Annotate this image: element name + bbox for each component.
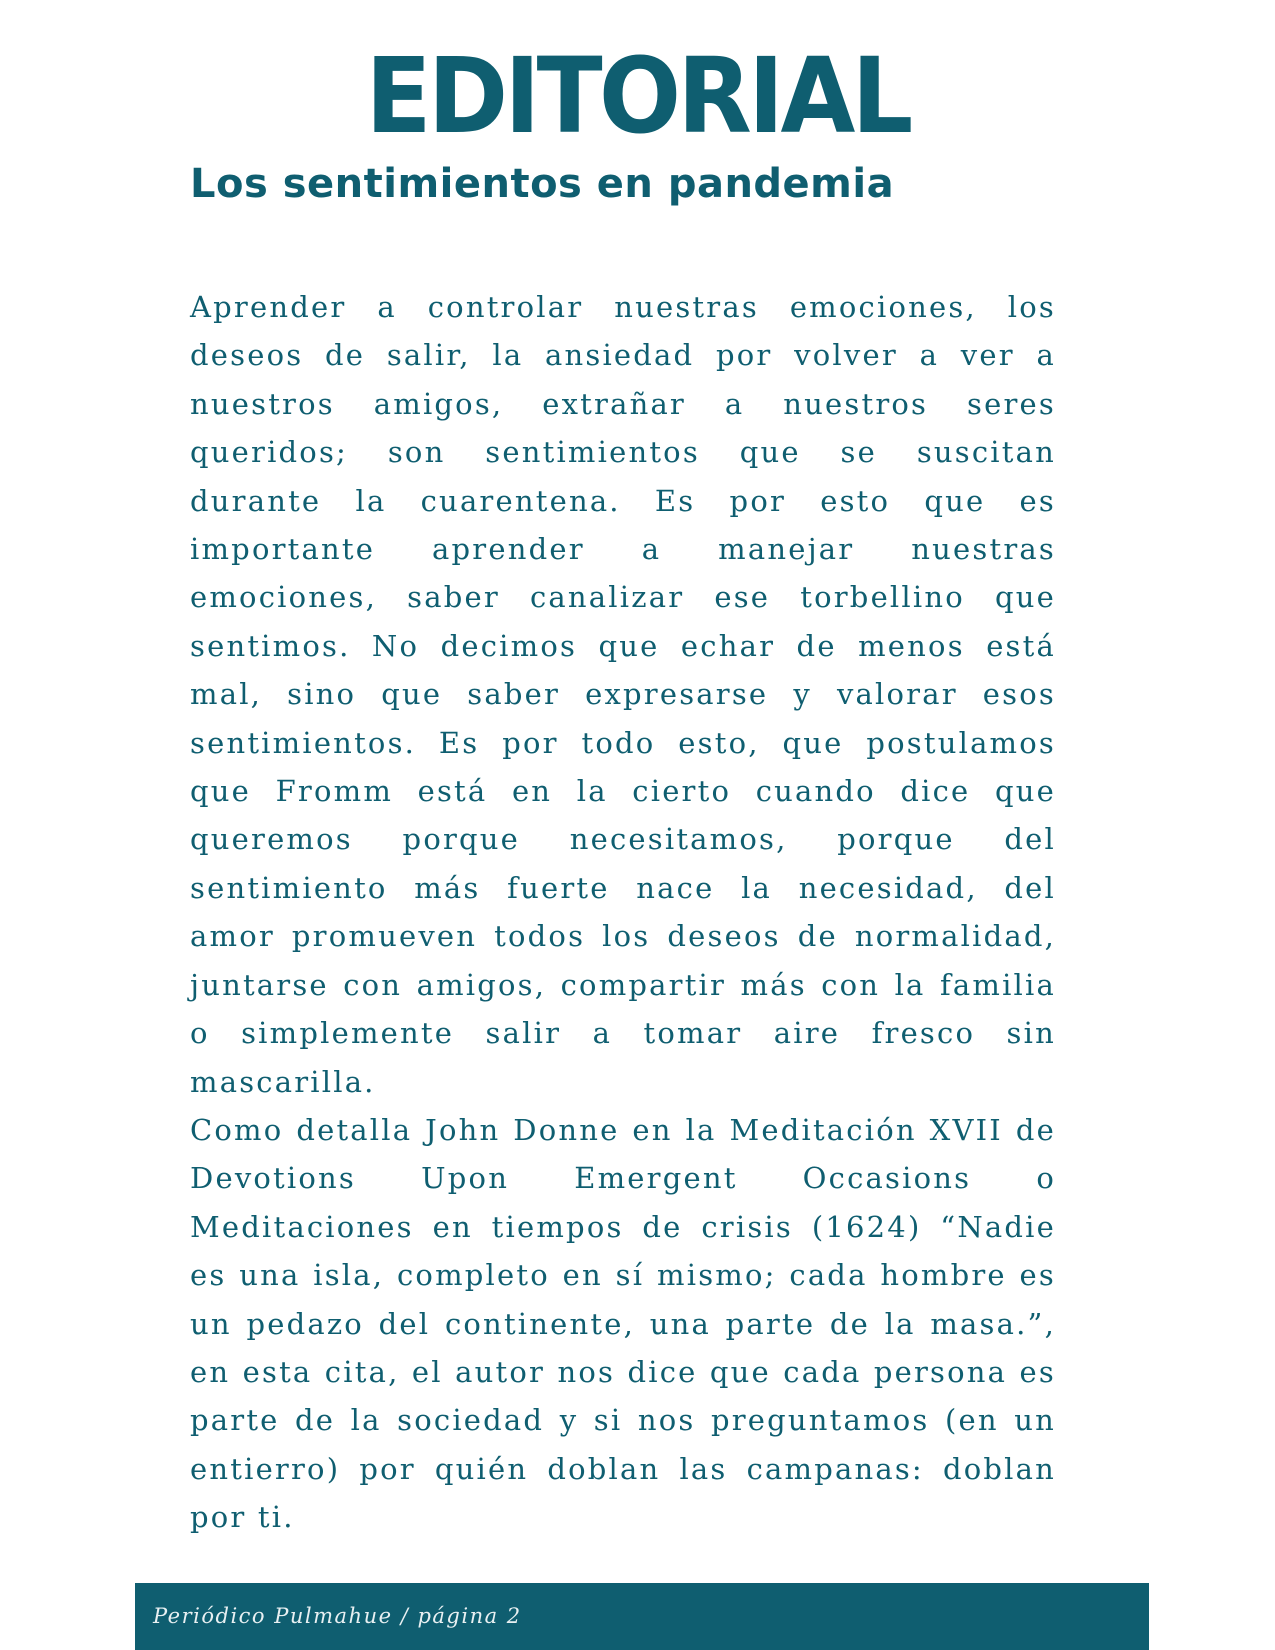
section-title: EDITORIAL [365,35,910,157]
article-headline: Los sentimientos en pandemia [190,161,895,207]
footer-page-label: Periódico Pulmahue / página 2 [153,1604,522,1628]
footer-bar [135,1583,1149,1650]
article-paragraph: Como detalla John Donne en la Meditación XVII de Devotions Upon Emergent Occasions o Meditaciones en tiempos de crisis (1624) “Nadie es una isla, completo en sí mismo; cada hombre es un pedazo del continente, una parte de la masa.”, en esta cita, el autor nos dice que cada persona es parte de la sociedad y si nos preguntamos (en un entierro) por quién doblan las campanas: doblan por ti. [190,1112,1056,1535]
article-paragraph: Aprender a controlar nuestras emociones, los deseos de salir, la ansiedad por volver a ver a nuestros amigos, extrañar a nuestros seres queridos; son sentimientos que se suscitan durante la cuarentena. Es por esto que es importante aprender a manejar nuestras emociones, saber canalizar ese torbellino que sentimos. No decimos que echar de menos está mal, sino que saber expresarse y valorar esos sentimientos. Es por todo esto, que postulamos que Fromm está en la cierto cuando dice que queremos porque necesitamos, porque del sentimiento más fuerte nace la necesidad, del amor promueven todos los deseos de normalidad, juntarse con amigos, compartir más con la familia o simplemente salir a tomar aire fresco sin mascarilla. [190,290,1056,1099]
article-body [190,283,1056,1542]
